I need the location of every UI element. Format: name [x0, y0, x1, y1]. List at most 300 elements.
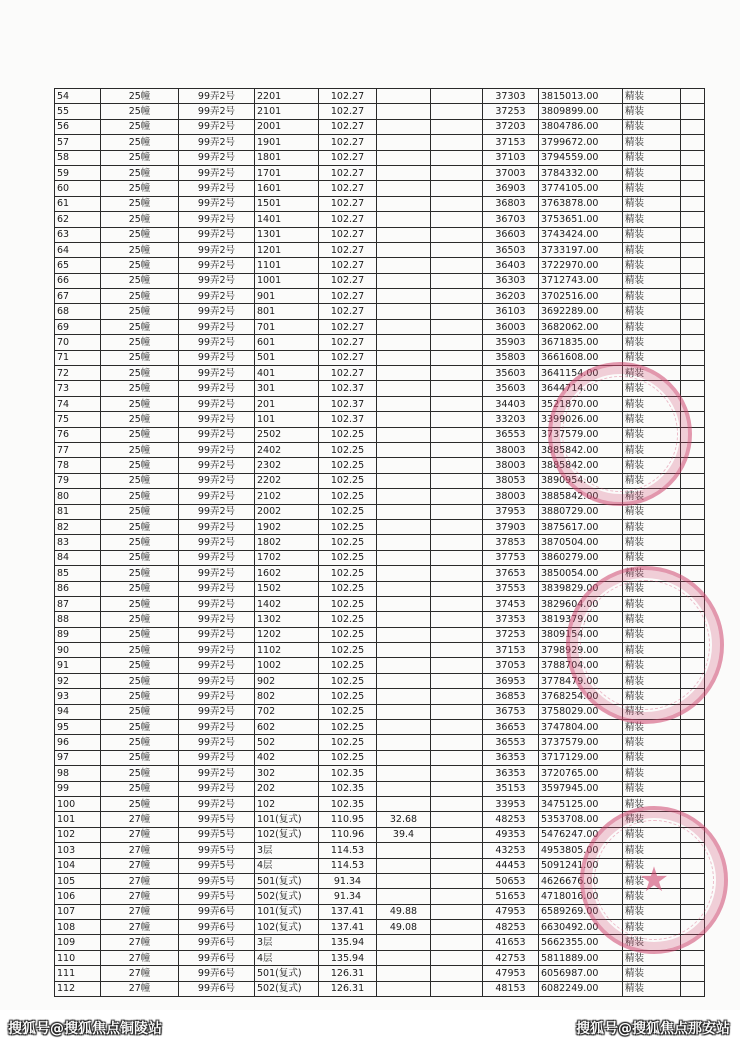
blank-cell	[431, 689, 483, 704]
room-cell: 801	[255, 304, 319, 319]
row-number: 75	[55, 412, 101, 427]
building-cell: 25幢	[101, 366, 179, 381]
room-cell: 802	[255, 689, 319, 704]
table-row	[55, 689, 705, 704]
blank-cell	[431, 519, 483, 534]
table-row	[55, 212, 705, 227]
row-number: 85	[55, 566, 101, 581]
blank-cell	[431, 889, 483, 904]
unit-price-cell: 36903	[483, 181, 539, 196]
blank-cell	[431, 335, 483, 350]
blank-cell	[431, 289, 483, 304]
table-row	[55, 242, 705, 257]
decoration-cell: 精装	[623, 812, 681, 827]
unit-price-cell: 36103	[483, 304, 539, 319]
room-cell: 2202	[255, 473, 319, 488]
area-cell: 102.25	[319, 612, 377, 627]
extra-area-cell	[377, 612, 431, 627]
table-row	[55, 966, 705, 981]
total-price-cell: 3799672.00	[539, 135, 623, 150]
table-row	[55, 781, 705, 796]
decoration-cell: 精装	[623, 258, 681, 273]
building-cell: 25幢	[101, 458, 179, 473]
row-number: 78	[55, 458, 101, 473]
total-price-cell: 3722970.00	[539, 258, 623, 273]
row-number: 76	[55, 427, 101, 442]
unit-price-cell: 37303	[483, 89, 539, 104]
decoration-cell: 精装	[623, 720, 681, 735]
blank-cell	[431, 135, 483, 150]
blank-cell	[431, 904, 483, 919]
lane-cell: 99弄2号	[179, 165, 255, 180]
total-price-cell: 6630492.00	[539, 920, 623, 935]
blank-cell	[681, 720, 705, 735]
area-cell: 102.37	[319, 412, 377, 427]
decoration-cell: 精装	[623, 827, 681, 842]
area-cell: 102.25	[319, 550, 377, 565]
decoration-cell: 精装	[623, 612, 681, 627]
lane-cell: 99弄2号	[179, 181, 255, 196]
blank-cell	[431, 258, 483, 273]
table-row	[55, 535, 705, 550]
building-cell: 25幢	[101, 135, 179, 150]
blank-cell	[681, 627, 705, 642]
blank-cell	[681, 242, 705, 257]
extra-area-cell: 32.68	[377, 812, 431, 827]
total-price-cell: 5476247.00	[539, 827, 623, 842]
table-row	[55, 289, 705, 304]
unit-price-cell: 37653	[483, 566, 539, 581]
room-cell: 1601	[255, 181, 319, 196]
blank-cell	[681, 873, 705, 888]
area-cell: 102.27	[319, 165, 377, 180]
table-row	[55, 796, 705, 811]
row-number: 112	[55, 981, 101, 996]
blank-cell	[681, 442, 705, 457]
decoration-cell: 精装	[623, 119, 681, 134]
blank-cell	[681, 258, 705, 273]
blank-cell	[431, 581, 483, 596]
room-cell: 1102	[255, 643, 319, 658]
unit-price-cell: 37253	[483, 627, 539, 642]
table-row	[55, 566, 705, 581]
lane-cell: 99弄5号	[179, 843, 255, 858]
extra-area-cell	[377, 643, 431, 658]
area-cell: 135.94	[319, 950, 377, 965]
lane-cell: 99弄2号	[179, 627, 255, 642]
table-row	[55, 920, 705, 935]
blank-cell	[431, 612, 483, 627]
lane-cell: 99弄2号	[179, 550, 255, 565]
blank-cell	[431, 704, 483, 719]
room-cell: 102	[255, 796, 319, 811]
extra-area-cell	[377, 566, 431, 581]
lane-cell: 99弄2号	[179, 258, 255, 273]
row-number: 106	[55, 889, 101, 904]
row-number: 79	[55, 473, 101, 488]
row-number: 80	[55, 489, 101, 504]
lane-cell: 99弄2号	[179, 304, 255, 319]
extra-area-cell	[377, 658, 431, 673]
total-price-cell: 3829604.00	[539, 596, 623, 611]
row-number: 62	[55, 212, 101, 227]
building-cell: 25幢	[101, 396, 179, 411]
room-cell: 902	[255, 673, 319, 688]
blank-cell	[681, 827, 705, 842]
unit-price-cell: 37153	[483, 643, 539, 658]
building-cell: 25幢	[101, 350, 179, 365]
extra-area-cell	[377, 196, 431, 211]
room-cell: 101	[255, 412, 319, 427]
blank-cell	[681, 119, 705, 134]
blank-cell	[681, 596, 705, 611]
blank-cell	[681, 920, 705, 935]
room-cell: 201	[255, 396, 319, 411]
lane-cell: 99弄6号	[179, 920, 255, 935]
row-number: 104	[55, 858, 101, 873]
building-cell: 25幢	[101, 566, 179, 581]
blank-cell	[431, 165, 483, 180]
table-row	[55, 889, 705, 904]
decoration-cell: 精装	[623, 643, 681, 658]
blank-cell	[681, 550, 705, 565]
table-row	[55, 442, 705, 457]
unit-price-cell: 36353	[483, 766, 539, 781]
lane-cell: 99弄2号	[179, 504, 255, 519]
table-row	[55, 119, 705, 134]
total-price-cell: 3809154.00	[539, 627, 623, 642]
unit-price-cell: 34403	[483, 396, 539, 411]
decoration-cell: 精装	[623, 304, 681, 319]
blank-cell	[431, 673, 483, 688]
blank-cell	[431, 596, 483, 611]
total-price-cell: 3475125.00	[539, 796, 623, 811]
table-row	[55, 612, 705, 627]
row-number: 98	[55, 766, 101, 781]
total-price-cell: 5811889.00	[539, 950, 623, 965]
blank-cell	[431, 458, 483, 473]
unit-price-cell: 36953	[483, 673, 539, 688]
lane-cell: 99弄2号	[179, 566, 255, 581]
area-cell: 102.27	[319, 335, 377, 350]
table-row	[55, 704, 705, 719]
unit-price-cell: 38003	[483, 489, 539, 504]
building-cell: 25幢	[101, 319, 179, 334]
lane-cell: 99弄2号	[179, 535, 255, 550]
total-price-cell: 3743424.00	[539, 227, 623, 242]
table-row	[55, 658, 705, 673]
unit-price-cell: 35603	[483, 366, 539, 381]
room-cell: 2302	[255, 458, 319, 473]
row-number: 109	[55, 935, 101, 950]
building-cell: 27幢	[101, 950, 179, 965]
area-cell: 102.27	[319, 319, 377, 334]
room-cell: 701	[255, 319, 319, 334]
row-number: 101	[55, 812, 101, 827]
room-cell: 901	[255, 289, 319, 304]
blank-cell	[431, 181, 483, 196]
extra-area-cell	[377, 873, 431, 888]
area-cell: 102.25	[319, 658, 377, 673]
area-cell: 102.25	[319, 643, 377, 658]
blank-cell	[681, 366, 705, 381]
extra-area-cell	[377, 720, 431, 735]
room-cell: 3层	[255, 935, 319, 950]
decoration-cell: 精装	[623, 781, 681, 796]
blank-cell	[431, 812, 483, 827]
blank-cell	[681, 858, 705, 873]
lane-cell: 99弄2号	[179, 796, 255, 811]
blank-cell	[681, 673, 705, 688]
blank-cell	[431, 981, 483, 996]
area-cell: 102.27	[319, 119, 377, 134]
row-number: 87	[55, 596, 101, 611]
decoration-cell: 精装	[623, 550, 681, 565]
extra-area-cell	[377, 273, 431, 288]
blank-cell	[681, 796, 705, 811]
lane-cell: 99弄2号	[179, 289, 255, 304]
decoration-cell: 精装	[623, 335, 681, 350]
blank-cell	[431, 319, 483, 334]
decoration-cell: 精装	[623, 227, 681, 242]
row-number: 84	[55, 550, 101, 565]
lane-cell: 99弄2号	[179, 489, 255, 504]
building-cell: 25幢	[101, 181, 179, 196]
lane-cell: 99弄2号	[179, 273, 255, 288]
room-cell: 1501	[255, 196, 319, 211]
blank-cell	[681, 519, 705, 534]
blank-cell	[431, 427, 483, 442]
blank-cell	[681, 273, 705, 288]
table-row	[55, 981, 705, 996]
blank-cell	[681, 396, 705, 411]
extra-area-cell	[377, 627, 431, 642]
building-cell: 25幢	[101, 104, 179, 119]
area-cell: 102.27	[319, 242, 377, 257]
area-cell: 110.95	[319, 812, 377, 827]
decoration-cell: 精装	[623, 396, 681, 411]
unit-price-cell: 37453	[483, 596, 539, 611]
decoration-cell: 精装	[623, 412, 681, 427]
row-number: 57	[55, 135, 101, 150]
area-cell: 102.27	[319, 273, 377, 288]
lane-cell: 99弄2号	[179, 135, 255, 150]
extra-area-cell	[377, 519, 431, 534]
total-price-cell: 3737579.00	[539, 735, 623, 750]
building-cell: 25幢	[101, 273, 179, 288]
blank-cell	[681, 181, 705, 196]
unit-price-cell: 37853	[483, 535, 539, 550]
extra-area-cell	[377, 473, 431, 488]
watermark-right: 搜狐号@搜狐焦点那安站	[576, 1021, 730, 1037]
row-number: 108	[55, 920, 101, 935]
table-row	[55, 165, 705, 180]
total-price-cell: 3399026.00	[539, 412, 623, 427]
row-number: 63	[55, 227, 101, 242]
unit-price-cell: 36803	[483, 196, 539, 211]
table-row	[55, 227, 705, 242]
blank-cell	[431, 242, 483, 257]
building-cell: 25幢	[101, 612, 179, 627]
unit-price-cell: 36553	[483, 427, 539, 442]
lane-cell: 99弄2号	[179, 581, 255, 596]
area-cell: 102.27	[319, 104, 377, 119]
building-cell: 27幢	[101, 858, 179, 873]
lane-cell: 99弄2号	[179, 689, 255, 704]
total-price-cell: 3778479.00	[539, 673, 623, 688]
decoration-cell: 精装	[623, 212, 681, 227]
total-price-cell: 3798929.00	[539, 643, 623, 658]
total-price-cell: 3671835.00	[539, 335, 623, 350]
blank-cell	[431, 858, 483, 873]
blank-cell	[431, 227, 483, 242]
total-price-cell: 3641154.00	[539, 366, 623, 381]
blank-cell	[681, 750, 705, 765]
lane-cell: 99弄2号	[179, 781, 255, 796]
extra-area-cell	[377, 766, 431, 781]
lane-cell: 99弄5号	[179, 858, 255, 873]
row-number: 77	[55, 442, 101, 457]
unit-price-cell: 37553	[483, 581, 539, 596]
table-row	[55, 812, 705, 827]
blank-cell	[681, 766, 705, 781]
extra-area-cell	[377, 119, 431, 134]
blank-cell	[431, 396, 483, 411]
lane-cell: 99弄2号	[179, 720, 255, 735]
blank-cell	[681, 981, 705, 996]
decoration-cell: 精装	[623, 581, 681, 596]
unit-price-cell: 33953	[483, 796, 539, 811]
lane-cell: 99弄2号	[179, 227, 255, 242]
lane-cell: 99弄2号	[179, 119, 255, 134]
decoration-cell: 精装	[623, 289, 681, 304]
row-number: 97	[55, 750, 101, 765]
room-cell: 2002	[255, 504, 319, 519]
decoration-cell: 精装	[623, 689, 681, 704]
blank-cell	[681, 150, 705, 165]
decoration-cell: 精装	[623, 489, 681, 504]
unit-price-cell: 36203	[483, 289, 539, 304]
row-number: 110	[55, 950, 101, 965]
row-number: 89	[55, 627, 101, 642]
extra-area-cell: 39.4	[377, 827, 431, 842]
lane-cell: 99弄2号	[179, 427, 255, 442]
building-cell: 27幢	[101, 889, 179, 904]
row-number: 69	[55, 319, 101, 334]
room-cell: 2201	[255, 89, 319, 104]
area-cell: 102.25	[319, 720, 377, 735]
blank-cell	[681, 735, 705, 750]
room-cell: 302	[255, 766, 319, 781]
decoration-cell: 精装	[623, 673, 681, 688]
area-cell: 102.27	[319, 212, 377, 227]
room-cell: 502	[255, 735, 319, 750]
unit-price-cell: 36853	[483, 689, 539, 704]
room-cell: 502(复式)	[255, 981, 319, 996]
blank-cell	[681, 381, 705, 396]
area-cell: 114.53	[319, 858, 377, 873]
extra-area-cell	[377, 289, 431, 304]
decoration-cell: 精装	[623, 135, 681, 150]
blank-cell	[681, 319, 705, 334]
building-cell: 25幢	[101, 119, 179, 134]
row-number: 100	[55, 796, 101, 811]
total-price-cell: 3774105.00	[539, 181, 623, 196]
blank-cell	[681, 689, 705, 704]
unit-price-cell: 36403	[483, 258, 539, 273]
blank-cell	[681, 704, 705, 719]
table-row	[55, 319, 705, 334]
area-cell: 102.27	[319, 304, 377, 319]
building-cell: 25幢	[101, 750, 179, 765]
total-price-cell: 3860279.00	[539, 550, 623, 565]
total-price-cell: 5662355.00	[539, 935, 623, 950]
room-cell: 1101	[255, 258, 319, 273]
building-cell: 25幢	[101, 212, 179, 227]
extra-area-cell	[377, 304, 431, 319]
table-row	[55, 720, 705, 735]
area-cell: 102.35	[319, 796, 377, 811]
blank-cell	[431, 119, 483, 134]
area-cell: 102.25	[319, 427, 377, 442]
unit-price-cell: 48253	[483, 920, 539, 935]
building-cell: 27幢	[101, 935, 179, 950]
lane-cell: 99弄2号	[179, 350, 255, 365]
lane-cell: 99弄2号	[179, 473, 255, 488]
total-price-cell: 3758029.00	[539, 704, 623, 719]
total-price-cell: 6082249.00	[539, 981, 623, 996]
decoration-cell: 精装	[623, 165, 681, 180]
decoration-cell: 精装	[623, 473, 681, 488]
room-cell: 101(复式)	[255, 904, 319, 919]
building-cell: 25幢	[101, 258, 179, 273]
area-cell: 91.34	[319, 873, 377, 888]
extra-area-cell	[377, 381, 431, 396]
blank-cell	[431, 504, 483, 519]
blank-cell	[431, 104, 483, 119]
table-row	[55, 258, 705, 273]
building-cell: 25幢	[101, 227, 179, 242]
lane-cell: 99弄5号	[179, 889, 255, 904]
decoration-cell: 精装	[623, 873, 681, 888]
table-row	[55, 135, 705, 150]
unit-price-cell: 38053	[483, 473, 539, 488]
unit-price-cell: 49353	[483, 827, 539, 842]
extra-area-cell	[377, 227, 431, 242]
extra-area-cell	[377, 319, 431, 334]
blank-cell	[681, 489, 705, 504]
room-cell: 4层	[255, 950, 319, 965]
unit-price-cell: 37753	[483, 550, 539, 565]
blank-cell	[431, 381, 483, 396]
total-price-cell: 3815013.00	[539, 89, 623, 104]
room-cell: 1201	[255, 242, 319, 257]
lane-cell: 99弄2号	[179, 735, 255, 750]
decoration-cell: 精装	[623, 858, 681, 873]
blank-cell	[681, 904, 705, 919]
decoration-cell: 精装	[623, 796, 681, 811]
lane-cell: 99弄2号	[179, 442, 255, 457]
table-row	[55, 489, 705, 504]
row-number: 102	[55, 827, 101, 842]
table-row	[55, 196, 705, 211]
lane-cell: 99弄5号	[179, 812, 255, 827]
table-row	[55, 396, 705, 411]
area-cell: 102.25	[319, 473, 377, 488]
decoration-cell: 精装	[623, 504, 681, 519]
table-row	[55, 750, 705, 765]
row-number: 96	[55, 735, 101, 750]
